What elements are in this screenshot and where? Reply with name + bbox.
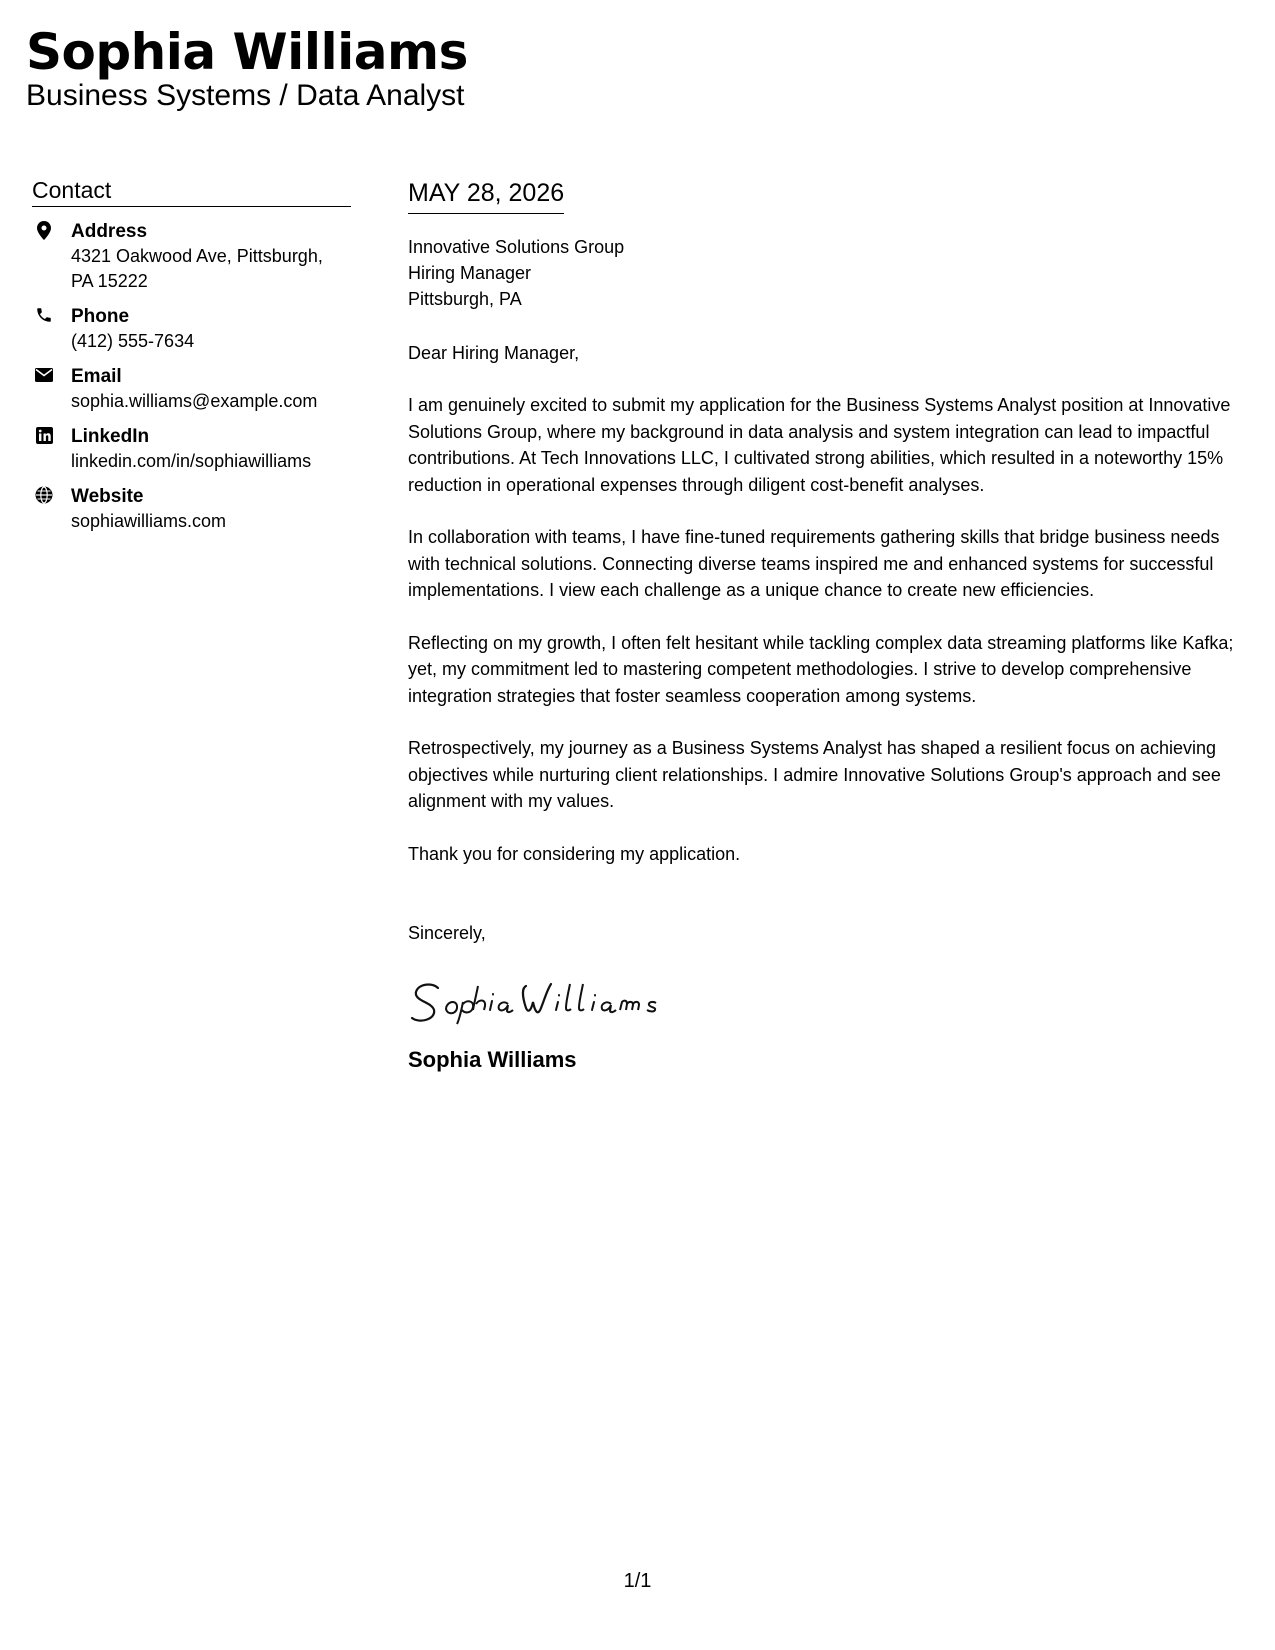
contact-linkedin	[32, 424, 351, 474]
applicant-role: Business Systems / Data Analyst	[26, 79, 465, 112]
applicant-name: Sophia Williams	[26, 23, 468, 81]
contact-email	[32, 364, 351, 414]
handwritten-signature	[408, 974, 678, 1026]
recipient-location: Pittsburgh, PA	[408, 289, 522, 309]
phone-label: Phone	[71, 306, 130, 327]
salutation: Dear Hiring Manager,	[408, 343, 580, 363]
paragraph: I am genuinely excited to submit my application for the Business Systems Analyst position at Innovative Solutions Group, where my background in data analysis and system integration can lead to impactful contributions. At Tech Innovations LLC, I cultivated strong abilities, which resulted in a noteworthy 15% reduction in operational expenses through diligent cost-benefit analyses.	[408, 395, 1231, 495]
phone-icon	[34, 305, 54, 325]
envelope-icon	[34, 365, 54, 385]
contact-address	[32, 219, 351, 294]
closing: Sincerely,	[408, 923, 486, 943]
recipient-block	[408, 234, 1253, 312]
paragraph: Retrospectively, my journey as a Business Systems Analyst has shaped a resilient focus on achieving objectives while nurturing client relationships. I admire Innovative Solutions Group's approach and see alignment with my values.	[408, 738, 1221, 811]
contact-phone	[32, 304, 351, 354]
contact-website	[32, 484, 351, 534]
header	[26, 20, 468, 112]
recipient-title: Hiring Manager	[408, 263, 532, 283]
paragraph: Reflecting on my growth, I often felt hesitant while tackling complex data streaming platforms like Kafka; yet, my commitment led to mastering competent methodologies. I strive to develop comprehensive integration strategies that foster seamless cooperation among systems.	[408, 632, 1234, 706]
phone-value: (412) 555-7634	[71, 331, 195, 351]
signer-name: Sophia Williams	[408, 1047, 577, 1072]
linkedin-label: LinkedIn	[71, 426, 150, 447]
email-value: sophia.williams@example.com	[71, 391, 318, 411]
linkedin-icon	[34, 425, 54, 445]
address-line-2: PA 15222	[71, 271, 148, 291]
linkedin-value: linkedin.com/in/sophiawilliams	[71, 451, 312, 471]
page-number: 1/1	[623, 1570, 652, 1592]
contact-sidebar	[32, 176, 351, 544]
letter-body	[408, 176, 1253, 1074]
recipient-company: Innovative Solutions Group	[408, 237, 625, 257]
contact-section-title: Contact	[32, 176, 351, 207]
website-value: sophiawilliams.com	[71, 511, 227, 531]
address-line-1: 4321 Oakwood Ave, Pittsburgh,	[71, 246, 323, 266]
paragraph: Thank you for considering my application.	[408, 843, 741, 864]
globe-icon	[34, 485, 54, 505]
email-label: Email	[71, 366, 122, 387]
address-label: Address	[71, 221, 148, 242]
website-label: Website	[71, 486, 144, 507]
location-pin-icon	[34, 220, 54, 240]
paragraph: In collaboration with teams, I have fine-tuned requirements gathering skills that bridge business needs with technical solutions. Connecting diverse teams inspired me and enhanced systems for successful implementations. I view each challenge as a unique chance to create new efficiencies.	[408, 527, 1220, 600]
letter-date: MAY 28, 2026	[408, 176, 564, 214]
